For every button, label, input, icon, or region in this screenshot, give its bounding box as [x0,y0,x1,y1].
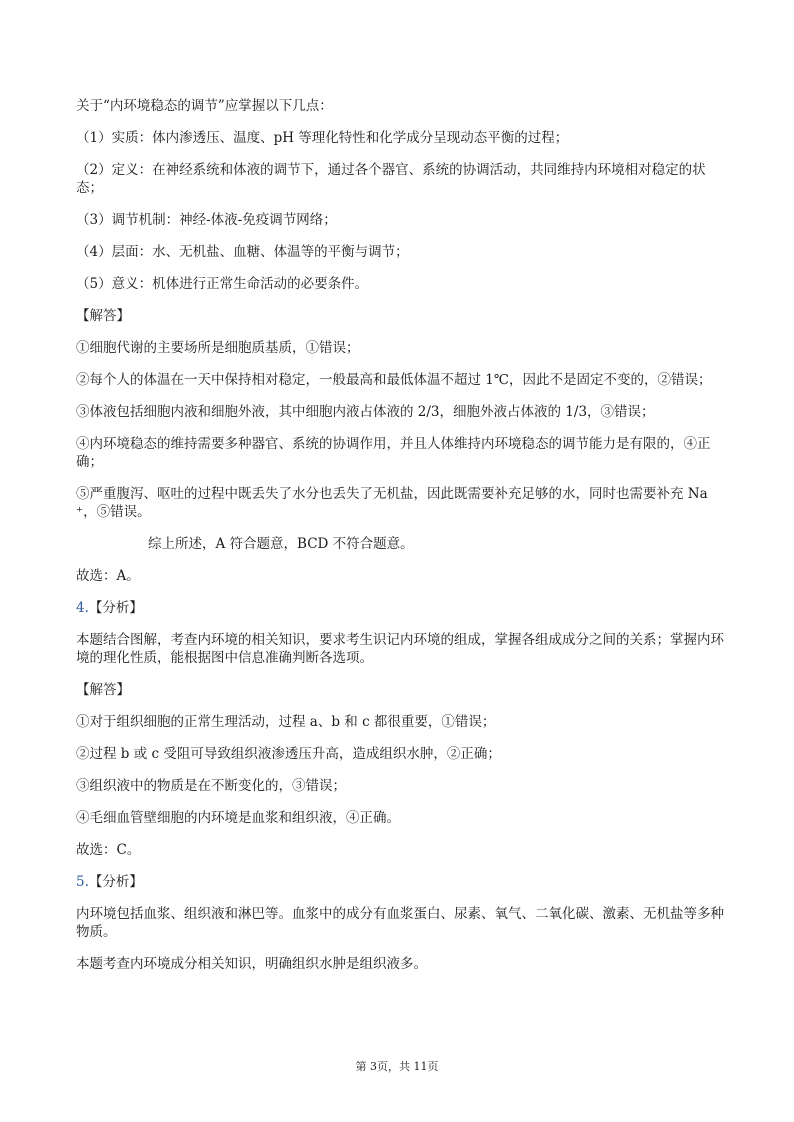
q5-focus: 本题考查内环境成分相关知识，明确组织水肿是组织液多。 [76,956,427,972]
page-footer: 第 3页，共 11页 [355,1060,439,1073]
q3-item-2: ②每个人的体温在一天中保持相对稳定，一般最高和最低体温不超过 1℃，因此不是固定不变的，②错误； [76,372,712,388]
intro-point-3: （3）调节机制：神经-体液-免疫调节网络； [76,212,337,228]
q3-item-1: ①细胞代谢的主要场所是细胞质基质，①错误； [76,340,360,356]
document-body [76,97,726,987]
q5-heading [76,873,726,891]
q4-item-3: ③组织液中的物质是在不断变化的，③错误； [76,778,346,794]
q4-analysis: 本题结合图解，考查内环境的相关知识，要求考生识记内环境的组成，掌握各组成成分之间的关系；掌握内环境的理化性质，能根据图中信息准确判断各选项。 [76,632,724,666]
q3-item-5: ⑤严重腹泻、呕吐的过程中既丢失了水分也丢失了无机盐，因此既需要补充足够的水，同时也需要补充 Na⁺，⑤错误。 [76,486,708,520]
q3-answer-heading: 【解答】 [76,308,130,324]
q5-analysis-heading: 【分析】 [88,874,143,890]
q3-choice: 故选：A。 [76,568,140,584]
q4-number: 4. [76,600,89,616]
q5-number: 5. [76,874,89,890]
intro-title: 关于“内环境稳态的调节”应掌握以下几点： [76,98,333,114]
q4-analysis-heading: 【分析】 [88,600,143,616]
q5-analysis: 内环境包括血浆、组织液和淋巴等。血浆中的成分有血浆蛋白、尿素、氧气、二氧化碳、激素、无机盐等多种物质。 [76,906,724,940]
q4-choice: 故选：C。 [76,842,141,858]
q4-heading [76,599,726,617]
intro-point-5: （5）意义：机体进行正常生命活动的必要条件。 [76,276,369,292]
q3-item-4: ④内环境稳态的维持需要多种器官、系统的协调作用，并且人体维持内环境稳态的调节能力是有限的，④正确； [76,436,711,470]
q4-item-4: ④毛细血管壁细胞的内环境是血浆和组织液，④正确。 [76,810,400,826]
intro-point-2: （2）定义：在神经系统和体液的调节下，通过各个器官、系统的协调活动，共同维持内环境相对稳定的状态； [76,162,706,196]
intro-point-4: （4）层面：水、无机盐、血糖、体温等的平衡与调节； [76,244,409,260]
intro-point-1: （1）实质：体内渗透压、温度、pH 等理化特性和化学成分呈现动态平衡的过程； [76,130,569,146]
q4-item-1: ①对于组织细胞的正常生理活动，过程 a、b 和 c 都很重要，①错误； [76,714,496,730]
q4-item-2: ②过程 b 或 c 受阻可导致组织液渗透压升高，造成组织水肿，②正确； [76,746,501,762]
q4-answer-heading: 【解答】 [76,682,130,698]
q3-summary: 综上所述，A 符合题意，BCD 不符合题意。 [148,536,414,552]
q3-item-3: ③体液包括细胞内液和细胞外液，其中细胞内液占体液的 2/3，细胞外液占体液的 1/3，③错误； [76,404,655,420]
